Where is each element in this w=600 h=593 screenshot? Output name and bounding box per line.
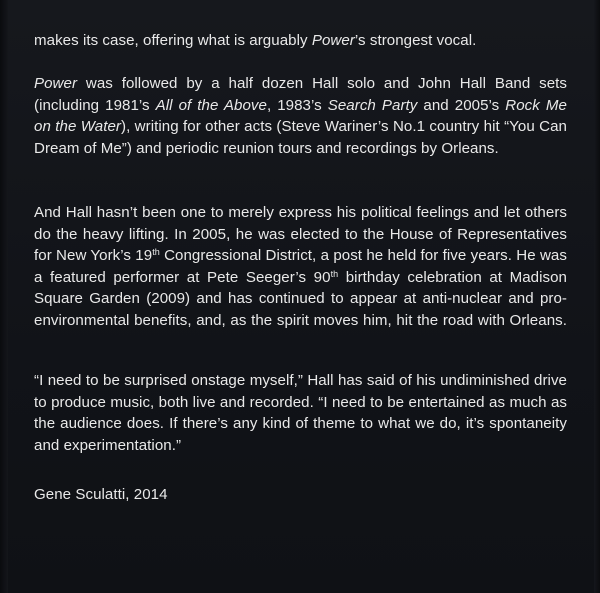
italic-title: Power xyxy=(34,75,78,92)
italic-title: on the Water xyxy=(34,118,121,135)
text-run: And Hall hasn’t been one to merely express his political feelings and let others xyxy=(34,204,567,221)
text-run: and experimentation.” xyxy=(34,436,182,454)
italic-title: Rock Me xyxy=(505,96,567,114)
text-line xyxy=(34,435,567,457)
text-line xyxy=(34,95,567,117)
paragraph-1 xyxy=(34,30,567,52)
page-left-edge xyxy=(0,0,8,593)
text-line xyxy=(34,267,567,289)
text-line xyxy=(34,370,567,392)
page-right-edge xyxy=(594,0,600,593)
author-credit xyxy=(34,484,567,506)
text-line xyxy=(34,73,567,95)
text-run: ), writing for other acts (Steve Wariner’s No.1 country hit “You Can xyxy=(121,118,568,135)
text-line xyxy=(34,116,567,138)
text-run: Congressional District, a post he held for five years. He was xyxy=(159,247,567,264)
text-run: was followed by a half dozen Hall solo and John Hall Band sets xyxy=(77,75,567,92)
text-run: the audience does. If there’s any kind of theme to what we do, it’s spontaneity xyxy=(34,415,567,432)
text-run: ’s strongest vocal. xyxy=(354,32,477,49)
text-run: for New York’s 19 xyxy=(34,247,153,264)
text-run: (including 1981’s xyxy=(34,96,156,114)
text-run: to produce music, both live and recorded. “I need to be entertained as much as xyxy=(34,393,567,411)
text-run: environmental benefits, and, as the spirit moves him, hit the road with Orleans. xyxy=(34,311,567,329)
superscript: th xyxy=(330,268,339,279)
text-line xyxy=(34,413,567,435)
text-run: birthday celebration at Madison xyxy=(338,268,567,286)
text-run: “I need to be surprised onstage myself,” Hall has said of his undiminished drive xyxy=(34,372,567,389)
text-line xyxy=(34,202,567,224)
superscript: th xyxy=(152,247,160,257)
text-line xyxy=(34,288,567,310)
text-run: Square Garden (2009) and has continued to appear at anti-nuclear and pro- xyxy=(34,290,567,307)
text-run: , 1983’s xyxy=(266,96,328,114)
paragraph-4 xyxy=(34,370,567,456)
text-run: and 2005’s xyxy=(417,96,506,114)
italic-title: All of the Above xyxy=(155,96,267,114)
author-name-year: Gene Sculatti, 2014 xyxy=(34,486,168,503)
text-run: do the heavy lifting. In 2005, he was elected to the House of Representatives xyxy=(34,225,567,243)
text-run: a featured performer at Pete Seeger’s 90 xyxy=(34,268,331,286)
text-line xyxy=(34,245,567,267)
paragraph-2 xyxy=(34,73,567,159)
italic-title: Search Party xyxy=(327,96,418,114)
text-line xyxy=(34,138,567,160)
paragraph-3 xyxy=(34,202,567,331)
text-run: makes its case, offering what is arguably xyxy=(34,32,312,49)
text-line xyxy=(34,30,567,52)
text-line xyxy=(34,484,567,506)
text-line xyxy=(34,392,567,414)
text-line xyxy=(34,224,567,246)
italic-title: Power xyxy=(311,32,355,49)
text-line xyxy=(34,310,567,332)
text-run: Dream of Me”) and periodic reunion tours and recordings by Orleans. xyxy=(34,139,499,157)
